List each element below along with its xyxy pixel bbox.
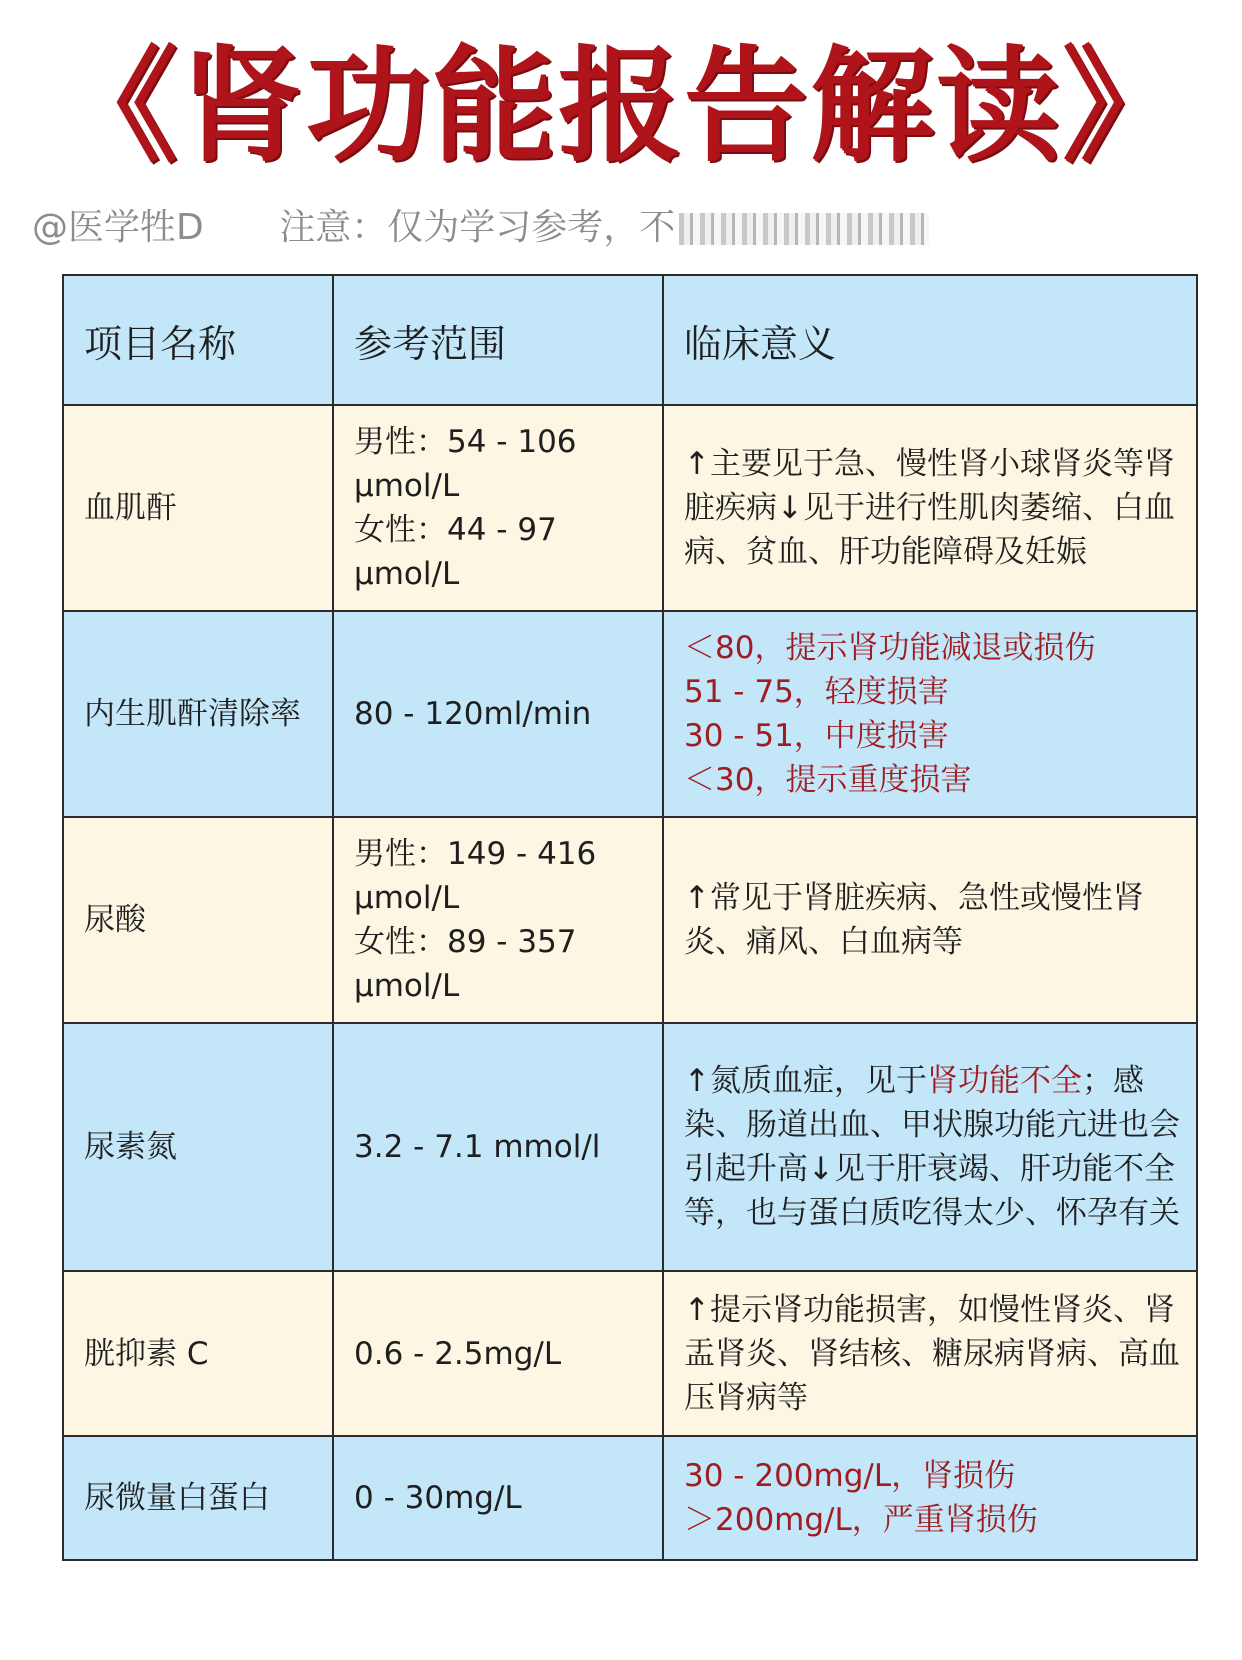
meaning-line: ＜30，提示重度损害 <box>684 762 972 798</box>
range-line: 男性：54 - 106 <box>354 424 577 460</box>
clinical-meaning <box>663 817 1197 1023</box>
reference-range <box>333 405 663 611</box>
item-name: 内生肌酐清除率 <box>63 611 333 817</box>
item-name: 胱抑素 C <box>63 1271 333 1436</box>
item-name: 尿微量白蛋白 <box>63 1436 333 1560</box>
meaning-text: ↑氮质血症，见于 <box>684 1063 927 1099</box>
range-line: μmol/L <box>354 880 460 916</box>
meaning-highlight: 肾功能不全 <box>926 1063 1082 1099</box>
kidney-function-table <box>62 274 1198 1561</box>
header-clinical-meaning: 临床意义 <box>663 275 1197 405</box>
table-header-row <box>63 275 1197 405</box>
notice-text: 注意：仅为学习参考，不 <box>279 207 676 248</box>
meaning-line: 51 - 75，轻度损害 <box>684 674 949 710</box>
meaning-text: ↑常见于肾脏疾病、急性或慢性肾炎、痛风、白血病等 <box>684 880 1144 960</box>
blurred-text <box>679 213 929 245</box>
clinical-meaning <box>663 1271 1197 1436</box>
page-title: 《肾功能报告解读》 <box>53 34 1188 179</box>
reference-range <box>333 1271 663 1436</box>
subtitle-line <box>32 200 1212 256</box>
meaning-text: ↑提示肾功能损害，如慢性肾炎、肾盂肾炎、肾结核、糖尿病肾病、高血压肾病等 <box>684 1291 1180 1416</box>
table-row <box>63 817 1197 1023</box>
range-line: 女性：44 - 97 <box>354 512 557 548</box>
range-line: 80 - 120ml/min <box>354 696 592 732</box>
table-row <box>63 611 1197 817</box>
table-row <box>63 1436 1197 1560</box>
item-name: 尿酸 <box>63 817 333 1023</box>
meaning-line: 30 - 51，中度损害 <box>684 718 949 754</box>
meaning-line: ＜80，提示肾功能减退或损伤 <box>684 630 1096 666</box>
range-line: 0 - 30mg/L <box>354 1480 522 1516</box>
table-row <box>63 1023 1197 1271</box>
range-line: 男性：149 - 416 <box>354 836 597 872</box>
item-name: 血肌酐 <box>63 405 333 611</box>
reference-range <box>333 1023 663 1271</box>
header-item-name: 项目名称 <box>63 275 333 405</box>
range-line: 女性：89 - 357 <box>354 924 577 960</box>
clinical-meaning <box>663 611 1197 817</box>
reference-range <box>333 1436 663 1560</box>
range-line: μmol/L <box>354 968 460 1004</box>
clinical-meaning <box>663 1023 1197 1271</box>
clinical-meaning <box>663 405 1197 611</box>
author-handle: @医学牲D <box>32 207 204 248</box>
range-line: μmol/L <box>354 468 460 504</box>
reference-range <box>333 817 663 1023</box>
range-line: 3.2 - 7.1 mmol/l <box>354 1129 601 1165</box>
table-row <box>63 1271 1197 1436</box>
meaning-text: ；感染、肠道出血、甲状腺功能亢进也会引起升高↓见于肝衰竭、肝功能不全等，也与蛋白质吃得太少、怀孕有关 <box>684 1063 1180 1231</box>
range-line: μmol/L <box>354 556 460 592</box>
range-line: 0.6 - 2.5mg/L <box>354 1335 562 1372</box>
header-reference-range: 参考范围 <box>333 275 663 405</box>
reference-range <box>333 611 663 817</box>
meaning-line: 30 - 200mg/L，肾损伤 <box>684 1458 1016 1494</box>
item-name: 尿素氮 <box>63 1023 333 1271</box>
table-row <box>63 405 1197 611</box>
clinical-meaning <box>663 1436 1197 1560</box>
meaning-line: ＞200mg/L，严重肾损伤 <box>684 1502 1038 1538</box>
meaning-text: ↑主要见于急、慢性肾小球肾炎等肾脏疾病↓见于进行性肌肉萎缩、白血病、贫血、肝功能障碍及妊娠 <box>684 446 1175 570</box>
